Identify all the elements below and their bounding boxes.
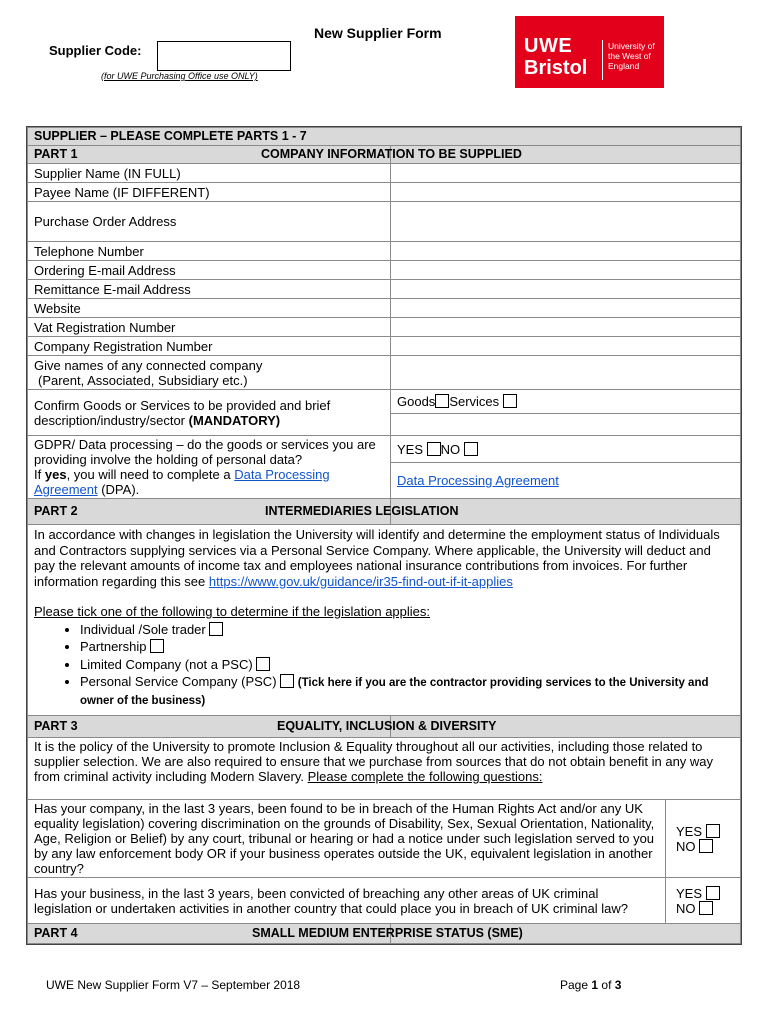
q1-yes-checkbox[interactable] [706,824,720,838]
part2-paragraph: In accordance with changes in legislation the University will identify and determine the employment status of Individuals and Contractors supplying services via a Personal Service Company. Where applicable, the University will deduct and pay the relevant amounts of income tax and employees national insurance contributions from invoices. For further information regarding this see [34,527,720,589]
intro-header: SUPPLIER – PLEASE COMPLETE PARTS 1 - 7 [28,128,741,146]
psc-checkbox[interactable] [280,674,294,688]
gdpr-no-label: NO [440,441,461,457]
list-item: • Individual /Sole trader [80,622,734,638]
part1-header-row [28,146,741,164]
part3-intro-row [28,738,741,800]
table-row [28,318,741,337]
gdpr-no-checkbox[interactable] [464,442,478,456]
part3-intro: It is the policy of the University to promote Inclusion & Equality throughout all our activities, including those related to supplier selection. We are also required to ensure that we purchase from sources that do not obtain benefit in any way from criminal activity including Modern Slavery. Please complete the following questions: [28,738,741,800]
field-label: Ordering E-mail Address [28,261,391,280]
part3-label: PART 3 [28,716,391,738]
table-row [28,337,741,356]
table-row [28,164,741,183]
field-label: Remittance E-mail Address [28,280,391,299]
uwe-logo [515,16,664,88]
part2-header-row [28,499,741,525]
part4-label: PART 4 [28,924,391,944]
services-option-label: Services [449,394,500,409]
goods-services-label: Confirm Goods or Services to be provided and brief description/industry/sector (MANDATORY) [28,390,391,436]
q1-no-checkbox[interactable] [699,839,713,853]
psc-note: (Tick here if you are the contractor providing services to the University and owner of the business) [80,677,709,707]
part4-header-row [28,924,741,944]
supplier-name-input[interactable] [391,164,741,183]
footer-version: UWE New Supplier Form V7 – September 2018 [46,978,301,992]
footer-page: Page 1 of 3 [560,978,622,992]
part3-title: EQUALITY, INCLUSION & DIVERSITY [391,716,741,738]
table-row [28,356,741,390]
field-label: Company Registration Number [28,337,391,356]
partnership-checkbox[interactable] [150,639,164,653]
connected-line-2: (Parent, Associated, Subsidiary etc.) [38,372,248,388]
gdpr-options [391,436,741,463]
question-row [28,878,741,924]
question-row [28,800,741,878]
supplier-code-field[interactable] [157,41,291,71]
list-item: • Partnership [80,639,734,655]
vat-number-input[interactable] [391,318,741,337]
logo-divider [602,40,603,80]
list-item: • Personal Service Company (PSC) (Tick here if you are the contractor providing services to the University and owner of the business) [80,674,734,709]
list-item: • Limited Company (not a PSC) [80,657,734,673]
field-label: Purchase Order Address [28,202,391,242]
field-label: Supplier Name (IN FULL) [28,164,391,183]
payee-name-input[interactable] [391,183,741,202]
dpa-inline-link[interactable]: Data Processing Agreement [34,467,330,497]
ir35-link[interactable]: https://www.gov.uk/guidance/ir35-find-out-if-it-applies [208,573,513,589]
part2-instruction: Please tick one of the following to determine if the legislation applies: [34,604,431,619]
goods-checkbox[interactable] [435,394,449,408]
table-row [28,183,741,202]
part1-title: COMPANY INFORMATION TO BE SUPPLIED [391,146,741,164]
logo-uwe-text: UWE [524,35,573,57]
gdpr-label: GDPR/ Data processing – do the goods or services you are providing involve the holding of personal data? If yes, you will need to complete a Data Processing Agreement (DPA). [28,436,391,499]
logo-bristol-text: Bristol [524,57,588,79]
logo-university-text: University of the West of England [608,41,655,71]
dpa-link[interactable]: Data Processing Agreement [397,473,559,489]
goods-option-label: Goods [397,394,436,409]
field-label: Website [28,299,391,318]
field-label: Vat Registration Number [28,318,391,337]
purchase-order-address-input[interactable] [391,202,741,242]
part3-header-row [28,716,741,738]
dpa-link-cell [391,463,741,499]
ordering-email-input[interactable] [391,261,741,280]
field-label: Telephone Number [28,242,391,261]
legislation-options [34,622,734,710]
part1-label: PART 1 [28,146,391,164]
supplier-code-note: (for UWE Purchasing Office use ONLY) [101,71,258,81]
q2-yes-checkbox[interactable] [706,886,720,900]
goods-services-row [28,390,741,414]
goods-description-input[interactable] [391,414,741,436]
table-row [28,242,741,261]
supplier-code-label: Supplier Code: [49,43,142,58]
goods-services-options [391,390,741,414]
form-title: New Supplier Form [314,25,442,41]
question-1: Has your company, in the last 3 years, been found to be in breach of the Human Rights Act and/or any UK equality legislation) covering discrimination on the grounds of Disability, Sex, Sexual Orientation, Nationality, Age, Religion or Belief) by any court, tribunal or hearing or had a notice under such legislation served to you by any law enforcement body OR if your business operates outside the UK, equivalent legislation in another country? [28,800,666,878]
gdpr-yes-label: YES [397,441,424,457]
question-2-answer: YES NO [666,878,741,924]
question-1-answer: YES NO [666,800,741,878]
company-registration-input[interactable] [391,337,741,356]
supplier-form [26,126,742,945]
sole-trader-checkbox[interactable] [209,622,223,636]
website-input[interactable] [391,299,741,318]
part2-body [28,525,741,716]
table-row [28,261,741,280]
part2-body-row [28,525,741,716]
telephone-input[interactable] [391,242,741,261]
gdpr-row [28,436,741,463]
connected-company-input[interactable] [391,356,741,390]
table-row [28,280,741,299]
gdpr-yes-checkbox[interactable] [427,442,441,456]
field-label: Payee Name (IF DIFFERENT) [28,183,391,202]
table-row [28,299,741,318]
limited-company-checkbox[interactable] [256,657,270,671]
connected-line-1: Give names of any connected company [34,357,263,373]
intro-header-row [28,128,741,146]
part4-title: SMALL MEDIUM ENTERPRISE STATUS (SME) [391,924,741,944]
table-row [28,202,741,242]
q2-no-checkbox[interactable] [699,901,713,915]
remittance-email-input[interactable] [391,280,741,299]
connected-company-label [28,356,391,390]
part2-label: PART 2 [28,499,391,525]
part2-title: INTERMEDIARIES LEGISLATION [391,499,741,525]
question-2: Has your business, in the last 3 years, been convicted of breaching any other areas of UK criminal legislation or undertaken activities in another country that could place you in breach of UK criminal law? [28,878,666,924]
services-checkbox[interactable] [503,394,517,408]
form-table [27,127,741,944]
